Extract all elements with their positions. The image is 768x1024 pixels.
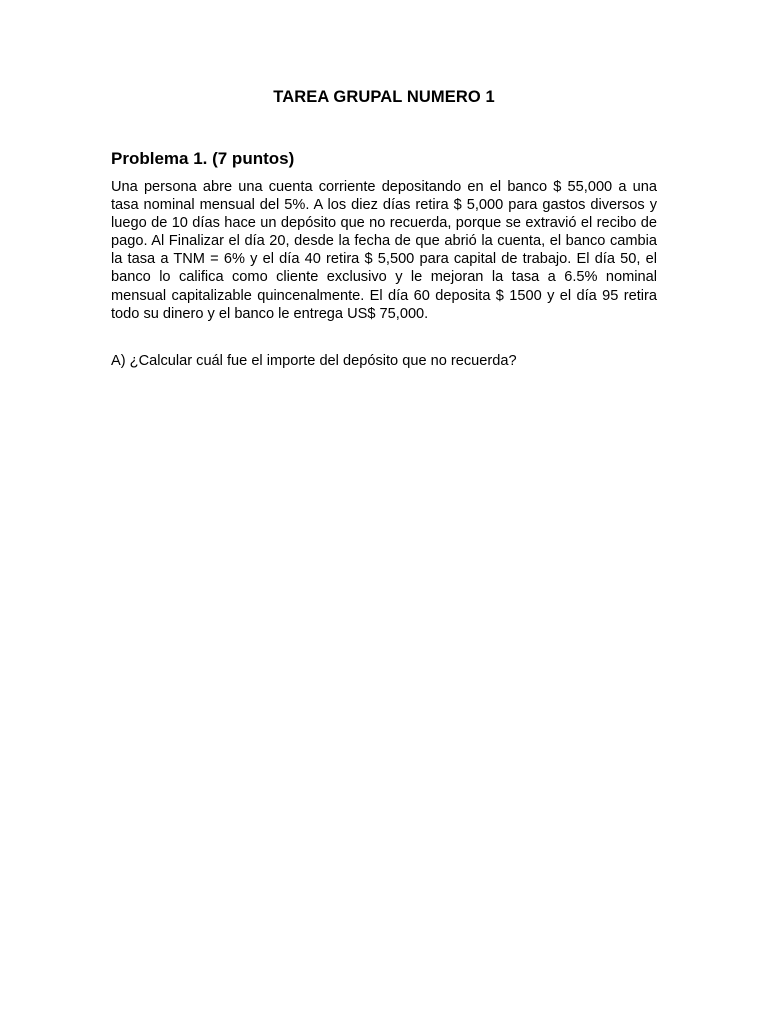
document-title: TAREA GRUPAL NUMERO 1 <box>273 88 495 106</box>
problem-statement: Una persona abre una cuenta corriente depositando en el banco $ 55,000 a una tasa nominal mensual del 5%. A los diez días retira $ 5,000 para gastos diversos y luego de 10 días hace un depósito que no recuerda, porque se extravió el recibo de pago. Al Finalizar el día 20, desde la fecha de que abrió la cuenta, el banco cambia la tasa a TNM = 6% y el día 40 retira $ 5,500 para capital de trabajo. El día 50, el banco lo califica como cliente exclusivo y le mejoran la tasa a 6.5% nominal mensual capitalizable quincenalmente. El día 60 deposita $ 1500 y el día 95 retira todo su dinero y el banco le entrega US$ 75,000. <box>111 179 657 322</box>
question-a: A) ¿Calcular cuál fue el importe del depósito que no recuerda? <box>111 353 517 369</box>
problem-heading: Problema 1. (7 puntos) <box>111 149 295 168</box>
